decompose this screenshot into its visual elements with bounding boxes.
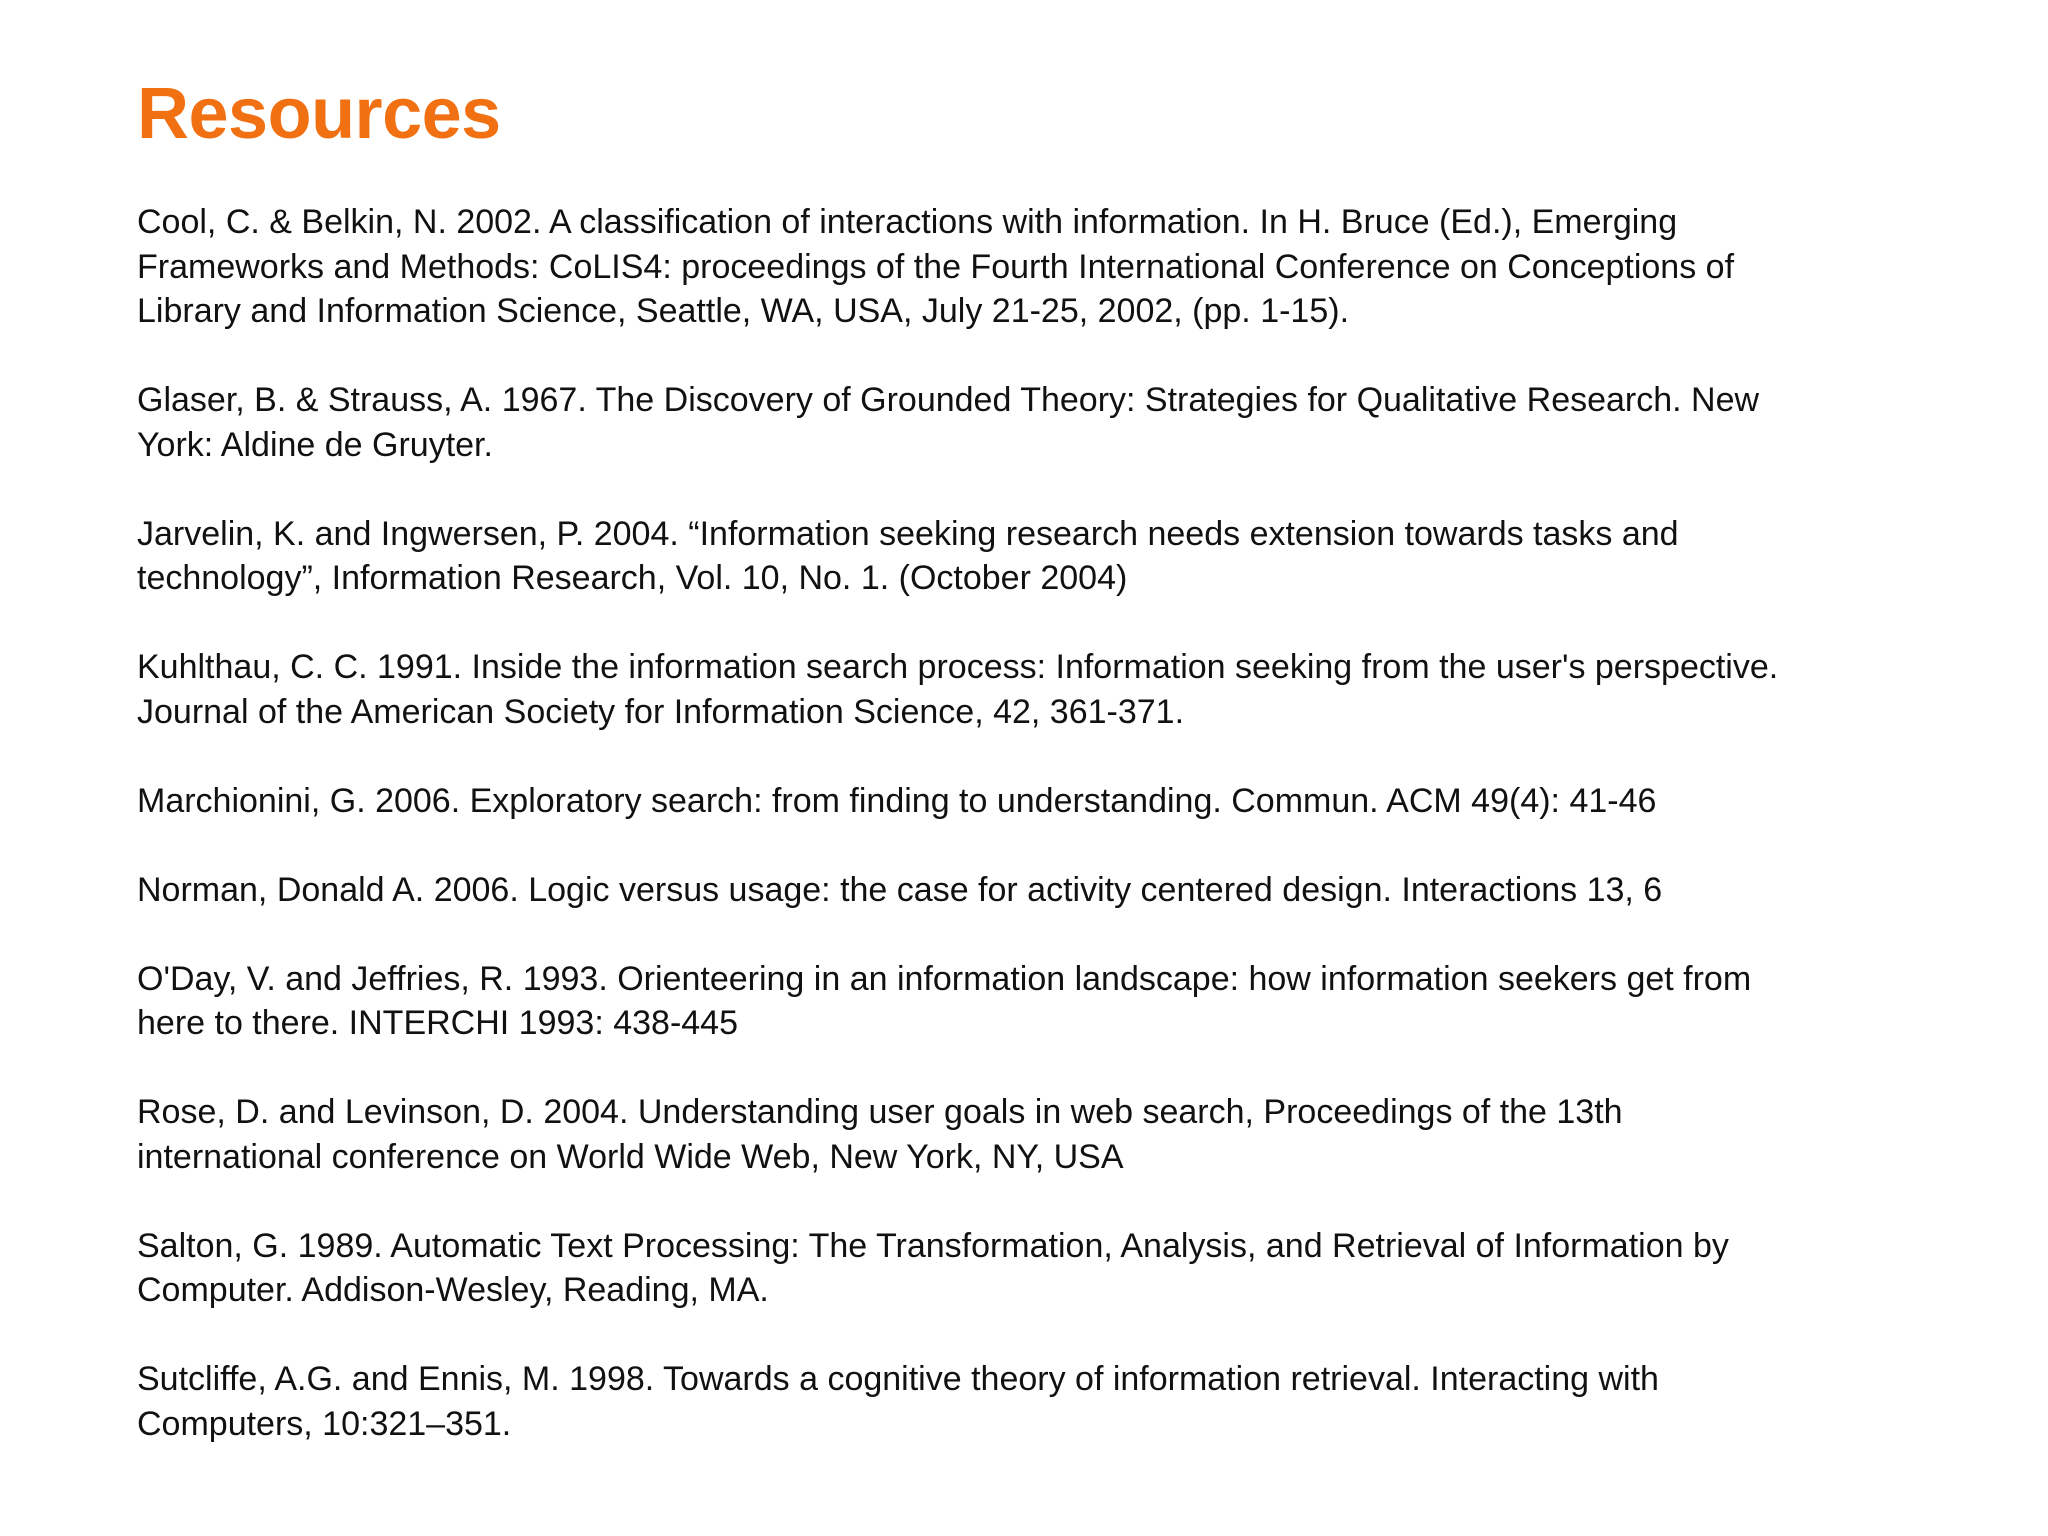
- reference-item: Sutcliffe, A.G. and Ennis, M. 1998. Towards a cognitive theory of information retrieval. Interacting with Computers, 10:321–351.: [137, 1360, 1659, 1443]
- reference-item: Marchionini, G. 2006. Exploratory search: from finding to understanding. Commun. ACM 49(4): 41-46: [137, 781, 1657, 820]
- reference-item: Rose, D. and Levinson, D. 2004. Understanding user goals in web search, Proceedings of the 13th international conference on World Wide Web, New York, NY, USA: [137, 1093, 1623, 1176]
- reference-item: Cool, C. & Belkin, N. 2002. A classification of interactions with information. In H. Bruce (Ed.), Emerging Frameworks and Methods: CoLIS4: proceedings of the Fourth International Conference on Conceptions of Library and Information Science, Seattle, WA, USA, July 21-25, 2002, (pp. 1-15).: [137, 203, 1735, 330]
- slide-title: Resources: [137, 74, 501, 154]
- reference-item: Glaser, B. & Strauss, A. 1967. The Discovery of Grounded Theory: Strategies for Qualitative Research. New York: Aldine de Gruyter.: [137, 381, 1760, 464]
- reference-item: Jarvelin, K. and Ingwersen, P. 2004. “Information seeking research needs extension towards tasks and technology”, Information Research, Vol. 10, No. 1. (October 2004): [137, 514, 1679, 597]
- reference-item: Norman, Donald A. 2006. Logic versus usage: the case for activity centered design. Interactions 13, 6: [137, 870, 1663, 909]
- reference-item: Kuhlthau, C. C. 1991. Inside the information search process: Information seeking from the user's perspective. Journal of the American Society for Information Science, 42, 361-371.: [137, 648, 1779, 731]
- reference-item: Salton, G. 1989. Automatic Text Processing: The Transformation, Analysis, and Retrieval of Information by Computer. Addison-Wesley, Reading, MA.: [137, 1226, 1729, 1309]
- reference-list: [137, 200, 1937, 1446]
- reference-item: O'Day, V. and Jeffries, R. 1993. Orienteering in an information landscape: how information seekers get from here to there. INTERCHI 1993: 438-445: [137, 959, 1752, 1042]
